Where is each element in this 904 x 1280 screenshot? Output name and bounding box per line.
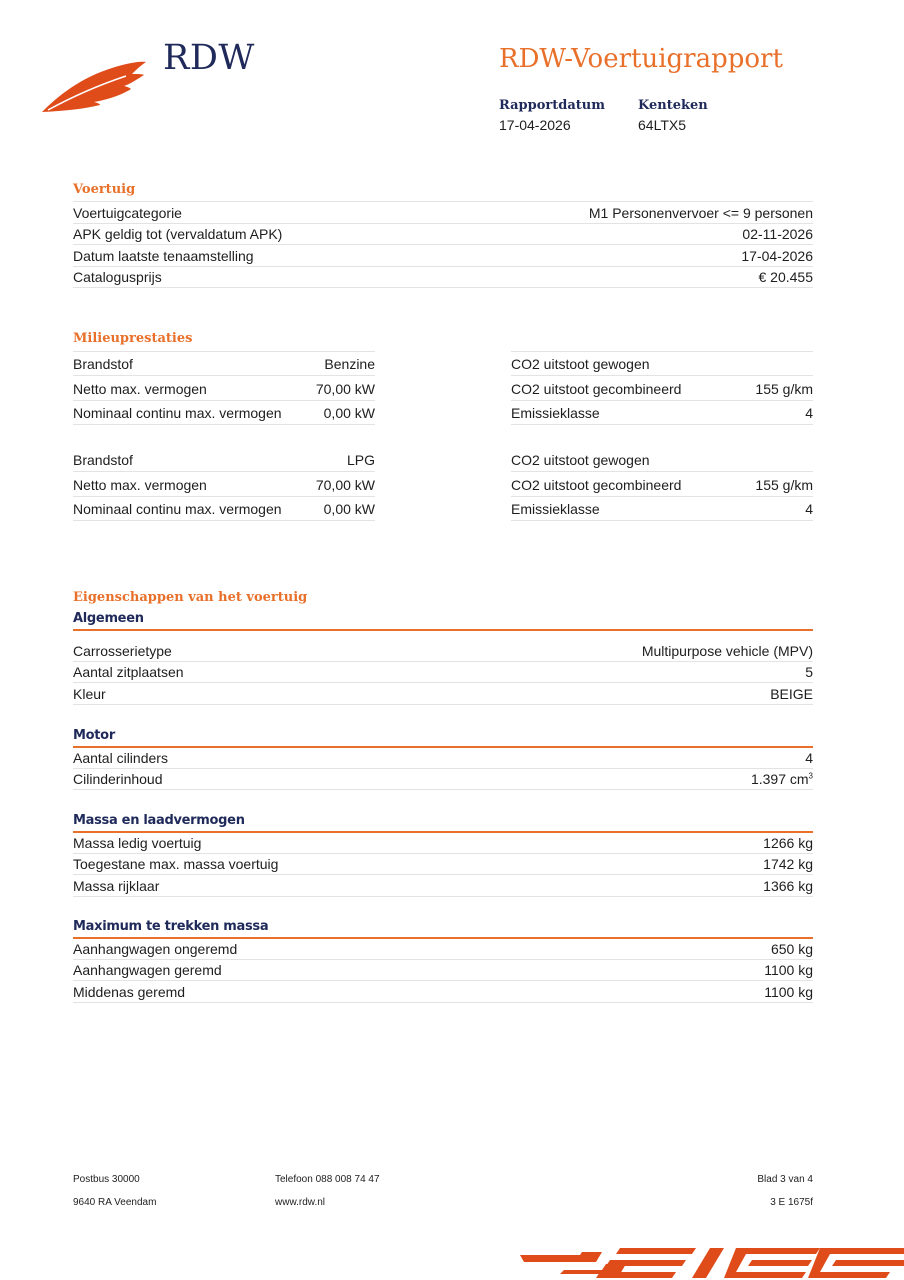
row-value: 4 [805,404,813,421]
massa-table [73,832,813,897]
footer-city: 9640 RA Veendam [73,1197,157,1208]
row-label: Aantal cilinders [73,749,168,766]
row-value: 70,00 kW [315,380,375,397]
table-row [73,854,813,876]
table-row [73,401,375,425]
table-row [511,401,813,425]
row-label: CO2 uitstoot gecombineerd [511,380,682,397]
row-value: 4 [805,749,813,766]
footer-code: 3 E 1675f [770,1197,813,1208]
milieu-right-column [511,351,813,425]
row-label: Nominaal continu max. vermogen [73,500,282,517]
table-row [73,960,813,982]
row-value: 1742 kg [763,856,813,872]
milieu-block-benzine [73,351,813,425]
row-label: Emissieklasse [511,500,600,517]
row-label: Cilinderinhoud [73,771,163,787]
row-label: Nominaal continu max. vermogen [73,404,282,421]
table-row [73,202,813,224]
row-value: 0,00 kW [323,404,375,421]
license-plate-value: 64LTX5 [638,117,686,133]
report-date-label: Rapportdatum [499,98,605,113]
table-row [73,376,375,400]
row-label: Aanhangwagen ongeremd [73,940,238,957]
row-label: Aantal zitplaatsen [73,664,184,680]
footer-postbus: Postbus 30000 [73,1174,140,1185]
milieu-block-lpg [73,448,813,521]
row-value: 1266 kg [763,834,813,851]
milieu-left-column [73,448,375,521]
subsection-motor-title: Motor [73,728,813,748]
row-value: 4 [805,500,813,517]
row-value: 70,00 kW [315,476,375,493]
report-date-value: 17-04-2026 [499,117,571,133]
row-label: Kleur [73,685,106,702]
section-eigenschappen-title: Eigenschappen van het voertuig [73,590,308,605]
trekken-table [73,938,813,1003]
report-title: RDW-Voertuigrapport [499,44,783,74]
row-value: 1100 kg [764,962,813,978]
subsection-massa-title: Massa en laadvermogen [73,813,813,833]
table-row [73,448,375,472]
row-label: Massa ledig voertuig [73,834,202,851]
row-label: Toegestane max. massa voertuig [73,856,279,872]
row-value: € 20.455 [758,269,813,285]
cilinderinhoud-value: 1.397 cm [750,771,809,787]
license-plate-label: Kenteken [638,98,708,113]
license-plate [638,98,708,133]
row-value: 650 kg [770,940,813,957]
row-label: Voertuigcategorie [73,204,182,221]
row-value: 0,00 kW [323,500,375,517]
table-row [73,472,375,496]
row-value: 1366 kg [763,877,813,894]
table-row [73,352,375,376]
row-label: Carrosserietype [73,642,172,659]
voertuig-table [73,201,813,288]
table-row [73,497,375,521]
row-label: CO2 uitstoot gewogen [511,356,650,373]
table-row [511,472,813,496]
row-value: 1100 kg [764,983,813,1000]
row-value: 17-04-2026 [741,247,813,264]
rdw-logo [40,38,260,118]
rdw-stripes-icon [520,1244,904,1280]
row-label: Catalogusprijs [73,269,162,285]
motor-table [73,747,813,790]
table-row [73,981,813,1003]
row-label: Datum laatste tenaamstelling [73,247,254,264]
row-label: Brandstof [73,356,133,373]
table-row [73,938,813,960]
table-row [73,747,813,769]
logo-text: RDW [163,38,255,78]
rdw-feather-icon [40,56,150,114]
row-label: Emissieklasse [511,404,600,421]
row-value: BEIGE [770,685,813,702]
footer-website-link[interactable]: www.rdw.nl [275,1197,326,1208]
table-row [73,662,813,684]
table-row [73,224,813,246]
section-milieu-title: Milieuprestaties [73,331,193,346]
table-row [73,769,813,791]
row-value: LPG [346,452,375,469]
table-row [511,376,813,400]
table-row [73,640,813,662]
row-label: Brandstof [73,452,133,469]
table-row [73,832,813,854]
milieu-left-column [73,351,375,425]
row-value: 155 g/km [755,380,813,397]
row-value [751,771,813,787]
report-date [499,98,605,133]
row-label: Aanhangwagen geremd [73,962,222,978]
row-label: CO2 uitstoot gewogen [511,452,650,469]
table-row [73,267,813,289]
unit-superscript: 3 [808,771,813,781]
row-label: Massa rijklaar [73,877,160,894]
table-row [73,875,813,897]
table-row [511,448,813,472]
footer-page-number: Blad 3 van 4 [757,1174,813,1185]
row-value: 02-11-2026 [742,226,813,242]
table-row [511,497,813,521]
row-label: CO2 uitstoot gecombineerd [511,476,682,493]
table-row [73,245,813,267]
algemeen-table [73,640,813,705]
subsection-algemeen-title: Algemeen [73,611,813,631]
row-label: Netto max. vermogen [73,476,207,493]
table-row [73,683,813,705]
row-value: M1 Personenvervoer <= 9 personen [588,204,813,221]
subsection-trekken-title: Maximum te trekken massa [73,919,813,939]
row-value: Benzine [324,356,375,373]
row-value: 5 [805,664,813,680]
row-value: 155 g/km [755,476,813,493]
footer-phone: Telefoon 088 008 74 47 [275,1174,380,1185]
section-voertuig-title: Voertuig [73,182,136,197]
row-label: Middenas geremd [73,983,186,1000]
milieu-right-column [511,448,813,521]
row-label: APK geldig tot (vervaldatum APK) [73,226,283,242]
table-row [511,352,813,376]
row-label: Netto max. vermogen [73,380,207,397]
row-value: Multipurpose vehicle (MPV) [641,642,813,659]
